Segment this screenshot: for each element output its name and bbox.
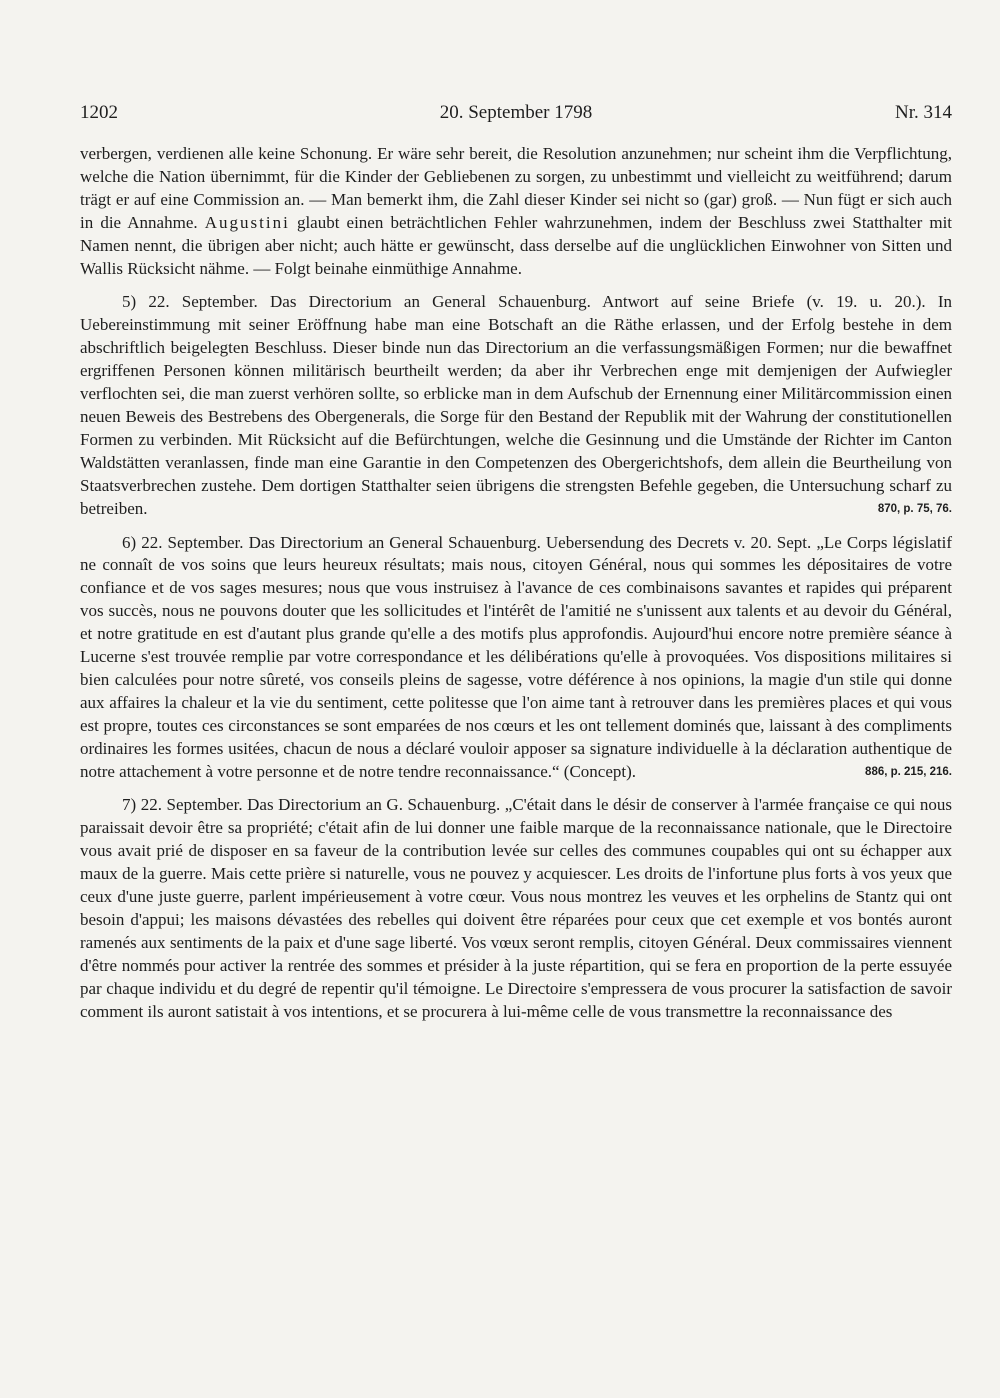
page-header	[80, 102, 952, 132]
document-body	[80, 143, 952, 1024]
header-date: 20. September 1798	[439, 102, 593, 123]
archive-reference: 886, p. 215, 216.	[865, 765, 952, 778]
paragraph-text: glaubt einen beträchtlichen Fehler wahrzunehmen, indem der Beschluss zwei Statthalter mit Namen nennt, die übrigen aber nicht; auch hätte er gewünscht, dass derselbe auf die unglücklichen Einwohner von Sitten und Wallis Rücksicht nähme. — Folgt beinahe einmüthige Annahme.	[80, 212, 953, 278]
document-number: Nr. 314	[895, 102, 952, 123]
paragraph-item-6	[80, 532, 952, 784]
paragraph-item-7	[80, 794, 952, 1023]
page-number: 1202	[80, 102, 118, 123]
speaker-name: Augustini	[204, 212, 290, 232]
paragraph-text: 7) 22. September. Das Directorium an G. Schauenburg. „C'était dans le désir de conserver à l'armée française ce qui nous paraissait devoir être sa propriété; c'était afin de lui donner une faible marque de la reconnaissance nationale, que le Directoire vous avait prié de disposer en sa faveur de la contribution levée sur celles des communes coupables qui ont su échapper aux maux de la guerre. Mais cette prière si naturelle, vous ne pouvez y acquiescer. Les droits de l'infortune plus forts à vos yeux que ceux d'une juste guerre, parlent impérieusement à votre cœur. Vous nous montrez les veuves et les orphelins de Stantz qui ont besoin d'appui; les maisons dévastées des rebelles qui doivent être réparées pour ceux que cet exemple et vos bontés auront ramenés aux sentiments de la paix et d'une sage liberté. Vos vœux seront remplis, citoyen Général. Deux commissaires viennent d'être nommés pour activer la rentrée des sommes et présider à la juste répartition, qui se fera en proportion de la perte essuyée par chaque individu et du degré de repentir qu'il témoigne. Le Directoire s'empressera de vous procurer la satisfaction de savoir comment ils auront satistait à vos intentions, et se procurera à lui-même celle de vous transmettre la reconnaissance des	[80, 795, 952, 1021]
archive-reference: 870, p. 75, 76.	[877, 502, 952, 515]
paragraph-council-debate	[80, 143, 952, 280]
paragraph-text: 5) 22. September. Das Directorium an General Schauenburg. Antwort auf seine Briefe (v. 19. u. 20.). In Uebereinstimmung mit seiner Eröffnung habe man eine Botschaft an die Räthe erlassen, und der Erfolg bestehe in dem abschriftlich beigelegten Beschluss. Dieser binde nun das Directorium an die verfassungsmäßigen Formen; nur die bewaffnet ergriffenen Personen können militärisch beurtheilt werden; da aber ihr Verbrechen enge mit demjenigen der Aufwiegler verflochten sei, die man zuerst verhören sollte, so erblicke man in dem Aufschub der Ernennung einer Militärcommission einen neuen Beweis des Bestrebens des Obergenerals, die Sorge für den Bestand der Republik mit der Wahrung der constitutionellen Formen zu verbinden. Mit Rücksicht auf die Befürchtungen, welche die Gesinnung und die Umstände der Richter im Canton Waldstätten veranlassen, finde man eine Garantie in den Competenzen des Obergerichtshofs, dem allein die Beurtheilung von Staatsverbrechen zustehe. Dem dortigen Statthalter seien übrigens die strengsten Befehle gegeben, die Untersuchung scharf zu betreiben.	[80, 292, 952, 518]
paragraph-text: 6) 22. September. Das Directorium an General Schauenburg. Uebersendung des Decrets v. 20. Sept. „Le Corps législatif ne connaît de vos soins que leurs heureux résultats; mais nous, citoyen Général, nous qui sommes les dépositaires de votre confiance et de vos sages mesures; nous que vous instruisez à l'avance de ces combinaisons savantes et rapides qui préparent vos succès, nous ne pouvons douter que les sollicitudes et l'intérêt de l'amitié ne s'unissent aux talents et au devoir du Général, et notre gratitude en est d'autant plus grande qu'elle a des motifs plus approfondis. Aujourd'hui encore notre première séance à Lucerne s'est trouvée remplie par votre correspondance et les délibérations qu'elle à provoquées. Vos dispositions militaires si bien calculées pour notre sûreté, vos conseils pleins de sagesse, votre déférence à nos opinions, la magie d'un stile qui donne aux affaires la chaleur et la vie du sentiment, cette politesse que l'on aime tant à retrouver dans les premières places et qui vous est propre, toutes ces circonstances se sont emparées de nos cœurs et les ont tellement dominés que, laissant à des compliments ordinaires les formes usitées, chacun de nous a déclaré vouloir apposer sa signature individuelle à la déclaration authentique de notre attachement à votre personne et de notre tendre reconnaissance.“ (Concept).	[80, 532, 952, 781]
paragraph-text: verbergen, verdienen alle keine Schonung. Er wäre sehr bereit, die Resolution anzunehmen; nur scheint ihm die Verpflichtung, welche die Nation übernimmt, für die Kinder der Gebliebenen zu sorgen, zu unbestimmt und vielleicht zu weitführend; darum trägt er auf eine Commission an. — Man bemerkt ihm, die Zahl dieser Kinder sei nicht so (gar) groß. — Nun fügt er sich auch in die Annahme.	[80, 144, 952, 232]
paragraph-item-5	[80, 291, 952, 520]
